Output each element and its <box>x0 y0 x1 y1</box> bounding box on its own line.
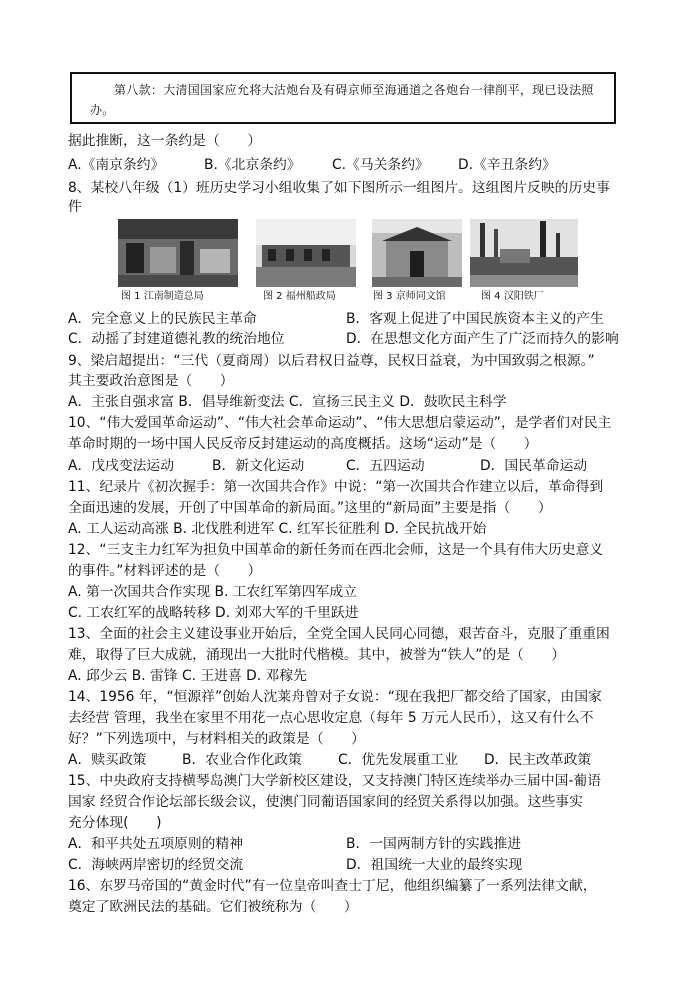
caption-figure-1: 图 1 江南制造总局 <box>121 291 204 302</box>
q8-option-c: C．动摇了封建道德礼教的统治地位 <box>68 331 285 347</box>
q14-option-c: C．优先发展重工业 <box>338 752 459 768</box>
q12-options-row1: A. 第一次国共合作实现 B. 工农红军第四军成立 <box>68 584 357 600</box>
q15-option-d: D．祖国统一大业的最终实现 <box>346 857 523 873</box>
q12-options-row2: C. 工农红军的战略转移 D. 刘邓大军的千里跃进 <box>68 605 359 621</box>
q8-option-a: A．完全意义上的民族民主革命 <box>68 311 257 327</box>
q15-option-a: A．和平共处五项原则的精神 <box>68 836 243 852</box>
q10-option-c: C．五四运动 <box>346 458 425 474</box>
q11-line2: 全面迅速的发展，开创了中国革命的新局面。”这里的“新局面”主要是指（ ） <box>68 500 552 516</box>
q16-line2: 奠定了欧洲民法的基础。它们被统称为（ ） <box>68 899 358 915</box>
photo-jiangnan-arsenal <box>118 219 238 287</box>
q9-line1: 9、梁启超提出：“三代（夏商周）以后君权日益尊，民权日益衰，为中国致弱之根源。” <box>68 353 595 369</box>
q11-line1: 11、纪录片《初次握手：第一次国共合作》中说：“第一次国共合作建立以后，革命得到 <box>68 479 604 495</box>
q14-line3: 好？”下列选项中，与材料相关的政策是（ ） <box>68 731 365 747</box>
q13-line2: 难，取得了巨大成就，涌现出一大批时代楷模。其中，被誉为“铁人”的是（ ） <box>68 647 566 663</box>
q15-line3: 充分体现( ) <box>68 815 162 831</box>
q15-option-c: C．海峡两岸密切的经贸交流 <box>68 857 244 873</box>
q11-options: A. 工人运动高涨 B. 北伐胜利进军 C. 红军长征胜利 D. 全民抗战开始 <box>68 521 487 537</box>
q16-line1: 16、东罗马帝国的“黄金时代”有一位皇帝叫查士丁尼，他组织编纂了一系列法律文献， <box>68 878 597 894</box>
q7-option-c: C.《马关条约》 <box>332 157 429 173</box>
caption-figure-3: 图 3 京师同文馆 <box>373 291 446 302</box>
q7-option-a: A.《南京条约》 <box>68 157 165 173</box>
q7-option-d: D.《辛丑条约》 <box>458 157 556 173</box>
q10-line1: 10、“伟大爱国革命运动”、“伟大社会革命运动”、“伟大思想启蒙运动”，是学者们对民主 <box>68 415 612 431</box>
q8-option-d: D．在思想文化方面产生了广泛而持久的影响 <box>346 331 619 347</box>
q15-line2: 国家 经贸合作论坛部长级会议，使澳门同葡语国家间的经贸关系得以加强。这些事实 <box>68 794 583 810</box>
q10-option-a: A．戊戌变法运动 <box>68 458 175 474</box>
q12-line2: 的事件。”材料评述的是（ ） <box>68 563 262 579</box>
q14-line1: 14、1956 年，“恒源祥”创始人沈莱舟曾对子女说：“现在我把厂都交给了国家，由国家 <box>68 689 602 705</box>
q10-line2: 革命时期的一场中国人民反帝反封建运动的高度概括。这场“运动”是（ ） <box>68 436 538 452</box>
q8-option-b: B．客观上促进了中国民族资本主义的产生 <box>346 311 604 327</box>
caption-figure-4: 图 4 汉阳铁厂 <box>481 291 544 302</box>
q9-options: A．主张自强求富 B．倡导维新变法 C．宣扬三民主义 D．鼓吹民主科学 <box>68 394 507 410</box>
q14-line2: 去经营 管理，我坐在家里不用花一点心思收定息（每年 5 万元人民币），这又有什么不 <box>68 710 594 726</box>
q7-stem: 据此推断，这一条约是（ ） <box>68 133 262 149</box>
q10-option-d: D．国民革命运动 <box>480 458 588 474</box>
q13-options: A. 邱少云 B. 雷锋 C. 王进喜 D. 邓稼先 <box>68 668 307 684</box>
q14-option-a: A．赎买政策 <box>68 752 147 768</box>
q12-line1: 12、“三支主力红军为担负中国革命的新任务而在西北会师，这是一个具有伟大历史意义 <box>68 542 604 558</box>
treaty-quote: 第八款：大清国国家应允将大沽炮台及有碍京师至海通道之各炮台一律削平，现已设法照办。 <box>90 83 594 117</box>
q15-line1: 15、中央政府支持横琴岛澳门大学新校区建设，又支持澳门特区连续举办三届中国-葡语 <box>68 773 602 789</box>
q7-option-b: B.《北京条约》 <box>204 157 301 173</box>
photo-tongwen-guan <box>372 219 462 287</box>
q10-option-b: B．新文化运动 <box>212 458 305 474</box>
photo-fuzhou-navy-yard <box>256 219 356 287</box>
q9-line2: 其主要政治意图是（ ） <box>68 373 234 389</box>
q14-option-b: B．农业合作化政策 <box>182 752 302 768</box>
q14-option-d: D．民主改革政策 <box>484 752 592 768</box>
q8-stem-line2: 件 <box>68 199 82 215</box>
caption-figure-2: 图 2 福州船政局 <box>263 291 336 302</box>
quote-box <box>70 72 616 124</box>
q15-option-b: B．一国两制方针的实践推进 <box>346 836 522 852</box>
q8-stem-line1: 8、某校八年级（1）班历史学习小组收集了如下图所示一组图片。这组图片反映的历史事 <box>68 180 610 196</box>
photo-hanyang-ironworks <box>470 219 578 287</box>
q13-line1: 13、全面的社会主义建设事业开始后，全党全国人民同心同德，艰苦奋斗，克服了重重困 <box>68 626 610 642</box>
